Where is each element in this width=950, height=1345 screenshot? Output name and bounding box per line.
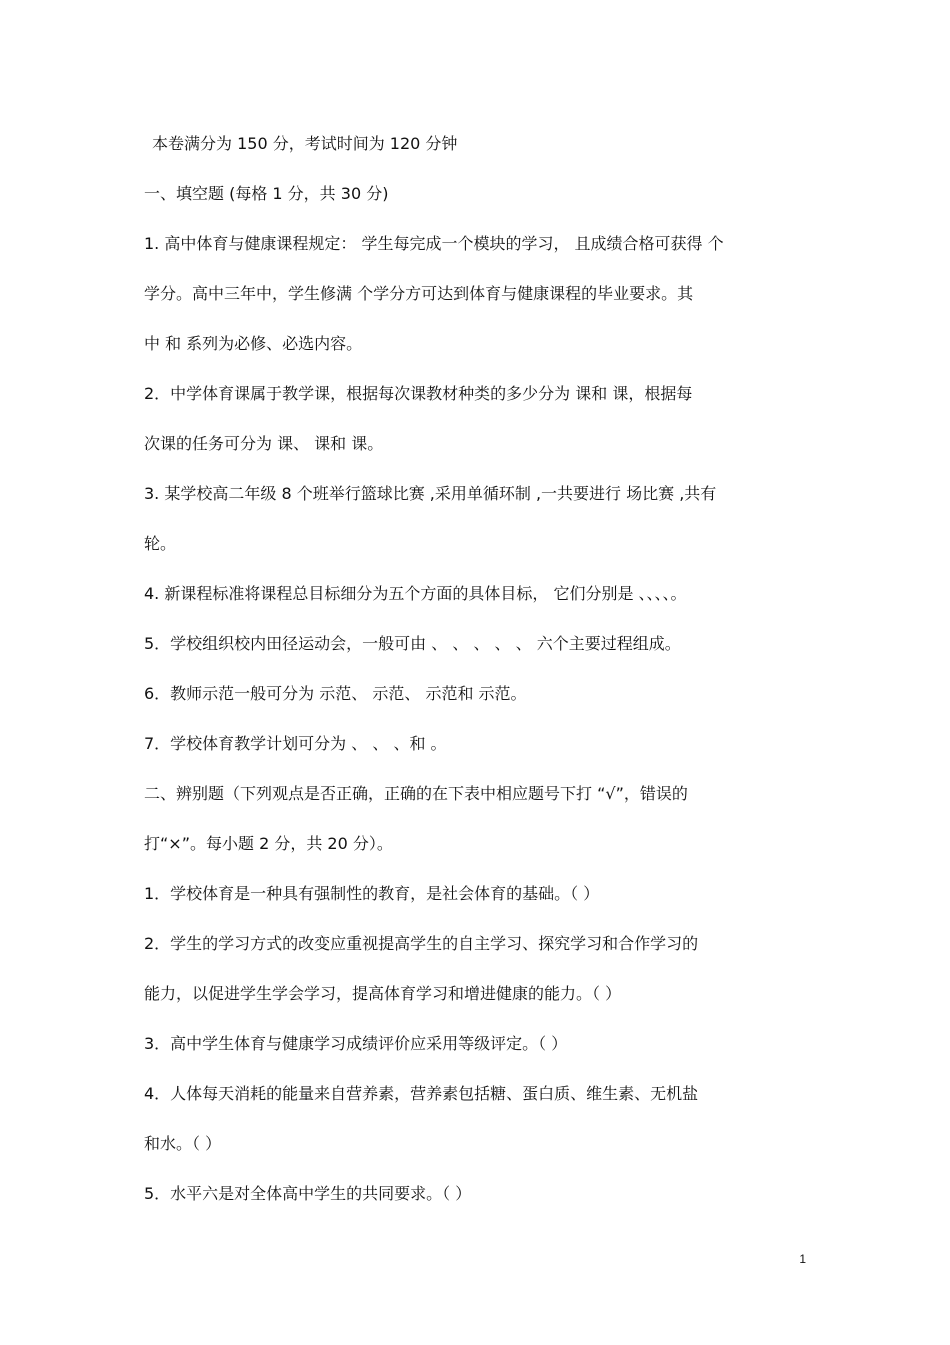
question-line: 3. 某学校高二年级 8 个班举行篮球比赛 ,采用单循环制 ,一共要进行 场比赛 ,共有	[144, 484, 717, 503]
question-line: 次课的任务可分为 课、 课和 课。	[144, 434, 384, 453]
question-line: 2．中学体育课属于教学课，根据每次课教材种类的多少分为 课和 课，根据每	[144, 384, 693, 403]
judgment-line: 5．水平六是对全体高中学生的共同要求。（ ）	[144, 1184, 472, 1203]
judgment-line: 4．人体每天消耗的能量来自营养素，营养素包括糖、蛋白质、维生素、无机盐	[144, 1084, 699, 1103]
judgment-line: 和水。（ ）	[144, 1134, 222, 1153]
question-line: 学分。高中三年中，学生修满 个学分方可达到体育与健康课程的毕业要求。其	[144, 284, 694, 303]
judgment-line: 1．学校体育是一种具有强制性的教育，是社会体育的基础。（ ）	[144, 884, 600, 903]
judgment-line: 3．高中学生体育与健康学习成绩评价应采用等级评定。（ ）	[144, 1034, 568, 1053]
page-number: 1	[799, 1252, 806, 1266]
question-line: 6．教师示范一般可分为 示范、 示范、 示范和 示范。	[144, 684, 527, 703]
exam-intro: 本卷满分为 150 分，考试时间为 120 分钟	[152, 134, 458, 153]
judgment-line: 能力，以促进学生学会学习，提高体育学习和增进健康的能力。（ ）	[144, 984, 622, 1003]
question-line: 1. 高中体育与健康课程规定： 学生每完成一个模块的学习， 且成绩合格可获得 个	[144, 234, 724, 253]
question-line: 中 和 系列为必修、必选内容。	[144, 334, 363, 353]
section2-heading-cont: 打“×”。每小题 2 分，共 20 分）。	[144, 834, 393, 853]
question-line: 4. 新课程标准将课程总目标细分为五个方面的具体目标， 它们分别是 、、、、。	[144, 584, 687, 603]
question-line: 轮。	[144, 534, 177, 553]
question-line: 5．学校组织校内田径运动会，一般可由 、 、 、 、 、 六个主要过程组成。	[144, 634, 681, 653]
section2-heading: 二、辨别题（下列观点是否正确，正确的在下表中相应题号下打 “√”，错误的	[144, 784, 688, 803]
question-line: 7．学校体育教学计划可分为 、 、 、和 。	[144, 734, 447, 753]
section1-heading: 一、填空题 (每格 1 分，共 30 分)	[144, 184, 389, 203]
judgment-line: 2．学生的学习方式的改变应重视提高学生的自主学习、探究学习和合作学习的	[144, 934, 699, 953]
